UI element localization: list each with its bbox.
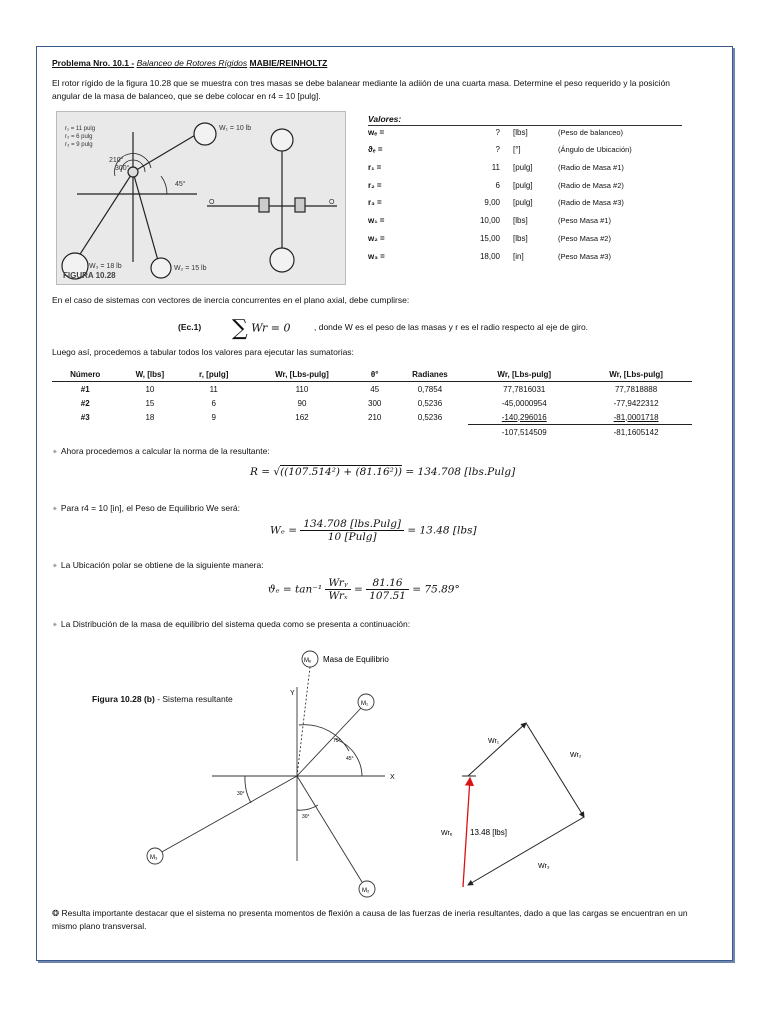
- angle-b: 45°: [346, 756, 354, 762]
- problem-subject: Balanceo de Rotores Rígidos: [136, 58, 248, 68]
- resultant-diagram: [0, 635, 768, 905]
- wre-label: Wrₑ: [441, 830, 453, 837]
- fig-o-right: O: [329, 199, 335, 206]
- fig-w3-label: W₂ = 15 lb: [174, 265, 207, 272]
- intro-paragraph: El rotor rígido de la figura 10.28 que se muestra con tres masas se debe balanear mediante la adiión de una cuarta masa. Determine el peso requerido y la posición angular de la masa de balanceo, que se debe colocar en r4 = 10 [pulg].: [52, 78, 671, 101]
- conclusion-note: ❂ Resulta importante destacar que el sistema no presenta momentos de flexión a causa de las fuerzas de ineria resultantes, dado a que las cargas se encuentran en un mismo plano transversal.: [52, 908, 688, 931]
- fig-w2-label: W₃ = 18 lb: [89, 263, 122, 270]
- sum-x: -107,514509: [468, 425, 580, 440]
- values-row: r₁ = 11 [pulg] (Radio de Masa #1): [368, 163, 624, 172]
- globe-icon: ❂: [52, 908, 60, 918]
- values-row: w₃ = 18,00 [in] (Peso Masa #3): [368, 252, 611, 261]
- m1-node: M₁: [361, 701, 369, 707]
- values-row: wₑ = ? [lbs] (Peso de balanceo): [368, 128, 624, 137]
- table-row: #2 15 6 90 300 0,5236 -45,0000954 -77,9422312: [80, 398, 659, 408]
- angle-c: 30°: [302, 814, 310, 820]
- equation-label: (Ec.1): [178, 322, 202, 332]
- values-row: r₂ = 6 [pulg] (Radio de Masa #2): [368, 181, 624, 190]
- formula-weight: Wₑ = $\frac{\text{134.708 [lbs.Pulg]}}{10 [Pulg]}$ = 13.48 [lbs]: [270, 518, 477, 543]
- sum-y: -81,1605142: [580, 425, 692, 440]
- equation-sum: ∑ Wr = 0: [232, 316, 291, 341]
- formula-angle: ϑₑ = tan⁻¹ $\frac{\text{Wrᵧ}}{\text{Wrₓ}}$ = $\frac{81.16}{107.51}$ = 75.89°: [268, 577, 460, 602]
- angle-d: 30°: [237, 791, 245, 797]
- table-sum-row: [52, 425, 692, 440]
- bullet-distribution: ✴ La Distribución de la masa de equilibrio del sistema queda como se presenta a continuación:: [52, 619, 410, 629]
- table-row: #3 18 9 162 210 0,5236 -140,296016 -81,0001718: [80, 412, 659, 422]
- me-node: Mₑ: [304, 658, 312, 664]
- figure-10-28: [56, 111, 346, 285]
- problem-number: Problema Nro. 10.1 -: [52, 58, 135, 68]
- paragraph-tabulate: Luego así, procedemos a tabular todos los valores para ejecutar las sumatorias:: [52, 347, 354, 357]
- fig-caption: FIGURA 10.28: [63, 271, 116, 280]
- wr2-label: Wr₂: [570, 752, 582, 759]
- bullet-weight: ✴ Para r4 = 10 [in], el Peso de Equilibrio We será:: [52, 503, 240, 513]
- bullet-norm: ✴ Ahora procedemos a calcular la norma de la resultante:: [52, 446, 270, 456]
- formula-resultant: R = √((107.514²) + (81.16²)) = 134.708 [lbs.Pulg]: [250, 466, 516, 478]
- values-row: ϑₑ = ? [°] (Ángulo de Ubicación): [368, 145, 632, 154]
- table-header-row: Número W, [lbs] r, [pulg] Wr, [Lbs-pulg] θ° Radianes Wr, [Lbs-pulg] Wr, [Lbs-pulg]: [52, 370, 692, 382]
- fig-angle-300: 300°: [115, 165, 130, 172]
- m3-node: M₃: [150, 855, 158, 861]
- values-row: r₃ = 9,00 [pulg] (Radio de Masa #3): [368, 198, 624, 207]
- fig-r1-label: r₁ = 11 pulg: [65, 126, 96, 132]
- fig-angle-45: 45°: [175, 181, 186, 188]
- x-axis-label: X: [390, 774, 395, 781]
- wre-value: 13.48 [lbs]: [470, 828, 507, 837]
- values-title: Valores:: [368, 114, 402, 124]
- paragraph-condition: En el caso de sistemas con vectores de inercia concurrentes en el plano axial, debe cumplirse:: [52, 295, 410, 305]
- wr3-label: Wr₃: [538, 863, 550, 870]
- values-row: w₁ = 10,00 [lbs] (Peso Masa #1): [368, 216, 611, 225]
- table-row: #1 10 11 110 45 0,7854 77,7816031 77,7818888: [80, 384, 658, 394]
- m2-node: M₂: [362, 888, 370, 894]
- me-label: Masa de Equilibrio: [323, 655, 389, 664]
- wr1-label: Wr₁: [488, 738, 500, 745]
- problem-source: MABIE/REINHOLTZ: [249, 58, 328, 68]
- fig-angle-210: 210°: [109, 157, 124, 164]
- fig-o-left: O: [209, 199, 215, 206]
- data-table: [52, 370, 692, 439]
- equation-description: , donde W es el peso de las masas y r es el radio respecto al eje de giro.: [314, 322, 589, 332]
- fig-w1-label: W₁ = 10 lb: [219, 125, 252, 132]
- problem-title: [52, 58, 327, 68]
- fig-r3-label: r₃ = 9 pulg: [65, 142, 93, 148]
- sigma-icon: ∑: [232, 316, 248, 341]
- values-row: w₂ = 15,00 [lbs] (Peso Masa #2): [368, 234, 611, 243]
- y-axis-label: Y: [290, 690, 295, 697]
- bullet-polar: ✴ La Ubicación polar se obtiene de la siguiente manera:: [52, 560, 264, 570]
- fig-r2-label: r₂ = 6 pulg: [65, 134, 93, 140]
- values-rule: [368, 125, 682, 126]
- angle-a: 75°: [333, 738, 341, 744]
- figure-b-title: Figura 10.28 (b) - Sistema resultante: [92, 694, 233, 704]
